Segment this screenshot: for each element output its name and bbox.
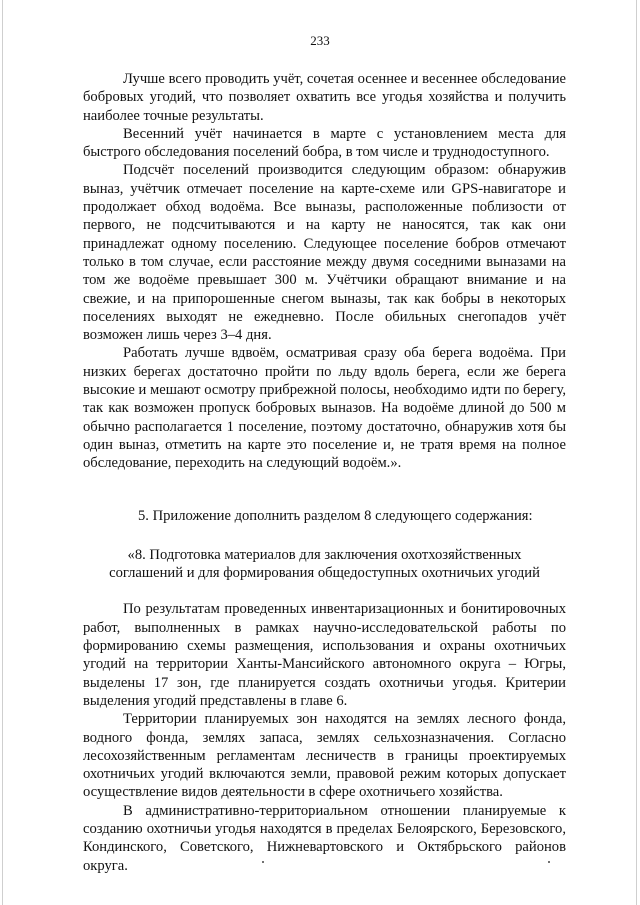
- section-heading-line-1: «8. Подготовка материалов для заключения охотхозяйственных: [127, 546, 522, 563]
- paragraph: По результатам проведенных инвентаризационных и бонитировочных работ, выполненных в рамках научно-исследовательской работы по формированию схемы размещения, использования и охраны охотничьих угодий на территории Ханты-Мансийского автономного округа – Югры, выделены 17 зон, где планируется создать охотничьи угодья. Критерии выделения угодий представлены в главе 6.: [83, 601, 566, 709]
- paragraph: Работать лучше вдвоём, осматривая сразу оба берега водоёма. При низких берегах достаточно пройти по льду вдоль берега, если же берега высокие и мешают осмотру прибрежной полосы, необходимо идти по берегу, так как возможен пропуск бобровых выназов. На водоёме длиной до 500 м обычно располагается 1 поселение, поэтому достаточно, обнаружив хотя бы один выназ, отметить на карте это поселение и, не тратя время на полное обследование, переходить на следующий водоём.».: [83, 345, 566, 472]
- scan-speck: [262, 861, 264, 863]
- paragraph: Подсчёт поселений производится следующим образом: обнаружив выназ, учётчик отмечает поселение на карте-схеме или GPS-навигаторе и продолжает обход водоёма. Все выназы, расположенные поблизости от первого, не подсчитываются и на карту не наносятся, так как они принадлежат одному поселению. Следующее поселение бобров отмечают только в том случае, если расстояние между двумя соседними выназами на том же водоёме превышает 300 м. Учётчики обращают внимание и на свежие, и на припорошенные снегом выназы, так как бобры в некоторых поселениях выходят не ежедневно. После обильных снегопадов учёт возможен лишь через 3–4 дня.: [83, 162, 566, 344]
- spacer: [83, 473, 566, 507]
- list-item-5: 5. Приложение дополнить разделом 8 следующего содержания:: [138, 507, 533, 524]
- paragraph: В административно-территориальном отношении планируемые к созданию охотничьи угодья находятся в пределах Белоярского, Березовского, Кондинского, Советского, Нижневартовского и Октябрьского районов округа.: [83, 802, 566, 874]
- spacer: [83, 582, 566, 600]
- scan-right-edge: [636, 0, 637, 905]
- paragraph: Весенний учёт начинается в марте с установлением места для быстрого обследования поселений бобра, в том числе и труднодоступного.: [83, 125, 566, 161]
- paragraph: Лучше всего проводить учёт, сочетая осеннее и весеннее обследование бобровых угодий, что позволяет охватить все угодья хозяйства и получить наиболее точные результаты.: [83, 71, 566, 124]
- scan-left-edge: [2, 0, 3, 905]
- section-heading-line-2: соглашений и для формирования общедоступных охотничьих угодий: [109, 565, 540, 582]
- page-number: 233: [310, 33, 330, 48]
- spacer: [83, 525, 566, 546]
- document-body: [83, 70, 566, 875]
- scan-speck: [548, 861, 550, 863]
- paragraph: Территории планируемых зон находятся на землях лесного фонда, водного фонда, землях запаса, землях сельхозназначения. Согласно лесохозяйственным регламентам лесничеств в границы проектируемых охотничьих угодий включаются земли, правовой режим которых допускает осуществление видов деятельности в сфере охотничьего хозяйства.: [83, 711, 566, 801]
